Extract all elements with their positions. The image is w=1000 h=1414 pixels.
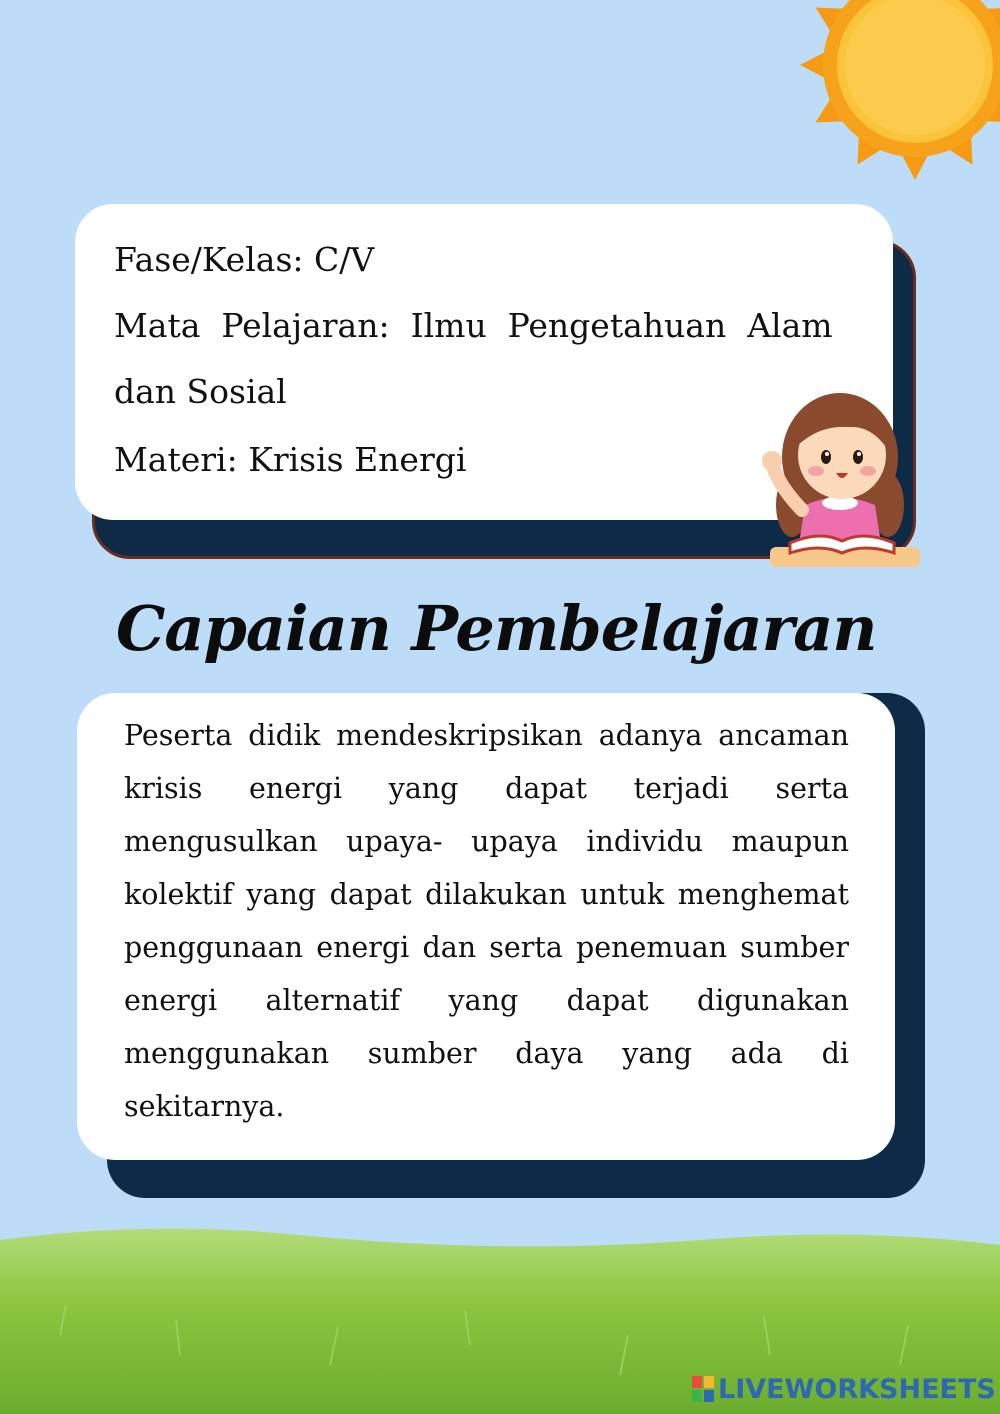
sun-illustration: [800, 0, 1000, 180]
description-word: yang: [246, 878, 317, 911]
description-word: dan: [422, 931, 477, 964]
description-word: energi: [249, 772, 343, 805]
description-word: sumber: [740, 931, 849, 964]
description-word: kolektif: [124, 878, 233, 911]
liveworksheets-text: LIVEWORKSHEETS: [718, 1373, 996, 1405]
description-word: Peserta: [124, 719, 233, 752]
description-word: adanya: [598, 719, 703, 752]
description-word: dilakukan: [425, 878, 567, 911]
description-line: [124, 1090, 849, 1123]
subject-text-continued: dan Sosial: [114, 372, 287, 411]
description-line: [124, 878, 849, 911]
liveworksheets-icon: [692, 1376, 714, 1402]
description-word: sumber: [367, 1037, 477, 1070]
description-word: dapat: [566, 984, 649, 1017]
description-word: ancaman: [718, 719, 849, 752]
description-word: menggunakan: [124, 1037, 330, 1070]
description-word: dapat: [329, 878, 412, 911]
liveworksheets-logo: [692, 1372, 996, 1406]
subject-text: Mata Pelajaran: Ilmu Pengetahuan Alam: [114, 306, 833, 345]
description-word: di: [821, 1037, 849, 1070]
description-line: [124, 825, 849, 858]
description-word: yang: [448, 984, 519, 1017]
page-heading: Capaian Pembelajaran: [116, 592, 877, 665]
description-word: mendeskripsikan: [336, 719, 583, 752]
description-word: digunakan: [697, 984, 849, 1017]
description-word: dapat: [505, 772, 588, 805]
description-word: sekitarnya.: [124, 1090, 285, 1123]
description-word: individu: [586, 825, 704, 858]
description-word: menghemat: [677, 878, 849, 911]
description-word: serta: [775, 772, 849, 805]
description-word: ada: [730, 1037, 783, 1070]
description-line: [124, 772, 849, 805]
description-word: penemuan: [576, 931, 728, 964]
description-word: energi: [124, 984, 218, 1017]
description-word: penggunaan: [124, 931, 304, 964]
description-word: untuk: [580, 878, 665, 911]
description-word: mengusulkan: [124, 825, 318, 858]
description-line: [124, 1037, 849, 1070]
description-word: alternatif: [265, 984, 401, 1017]
description-word: daya: [515, 1037, 584, 1070]
description-word: terjadi: [633, 772, 729, 805]
girl-reading-illustration: [750, 385, 925, 570]
phase-class-text: Fase/Kelas: C/V: [114, 240, 375, 279]
description-word: yang: [622, 1037, 692, 1070]
description-word: krisis: [124, 772, 203, 805]
material-text: Materi: Krisis Energi: [114, 440, 467, 479]
description-line: [124, 719, 849, 752]
description-word: serta: [489, 931, 563, 964]
description-word: yang: [388, 772, 459, 805]
description-word: maupun: [731, 825, 849, 858]
description-line: [124, 931, 849, 964]
description-word: didik: [248, 719, 321, 752]
description-line: [124, 984, 849, 1017]
description-word: energi: [316, 931, 410, 964]
description-word: upaya: [471, 825, 558, 858]
description-word: upaya-: [346, 825, 443, 858]
